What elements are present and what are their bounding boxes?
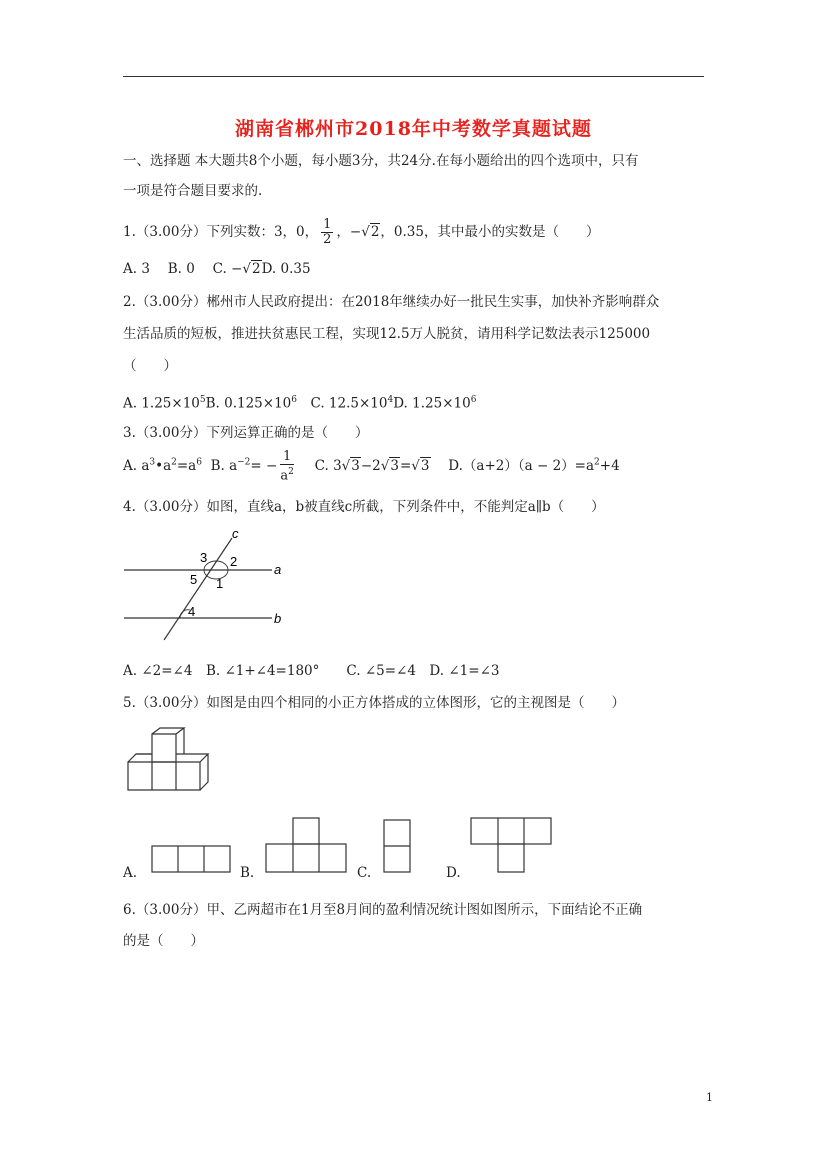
- q3-d-end: +4: [599, 458, 620, 475]
- q1-frac-num: 1: [323, 217, 332, 232]
- q6-line1: 6.（3.00分）甲、乙两超市在1月至8月间的盈利情况统计图如图所示，下面结论不正确: [123, 902, 643, 918]
- q1-suffix: ，0.35，其中最小的实数是（ ）: [380, 224, 600, 240]
- q2-options: [123, 391, 476, 413]
- label-angle-1: 1: [216, 576, 224, 591]
- q3-c-mid: −2: [360, 458, 381, 475]
- q1-option-a: A. 3: [123, 261, 150, 277]
- q3-c-pre: C. 3: [314, 458, 342, 475]
- label-angle-2: 2: [230, 554, 238, 569]
- q3-a-end: =a: [176, 458, 197, 475]
- bottom-row-depth: [128, 754, 208, 790]
- q3-c-rad3: √3: [411, 458, 430, 475]
- q2-option-d-exp: 6: [470, 395, 477, 405]
- q4-options: A. ∠2=∠4 B. ∠1+∠4=180° C. ∠5=∠4 D. ∠1=∠3: [123, 663, 500, 679]
- q3-b-den-exp: 2: [288, 467, 294, 477]
- q3-a-e1: 3: [149, 457, 156, 468]
- q1-sep: ，: [336, 224, 350, 240]
- label-angle-3: 3: [200, 550, 208, 565]
- q2-line3: （ ）: [123, 358, 177, 374]
- q3-c-eq: =: [399, 458, 412, 475]
- q3-c-rad1: √3: [341, 458, 360, 475]
- q2-line1: 2.（3.00分）郴州市人民政府提出：在2018年继续办好一批民生实事，加快补齐影响群众: [123, 294, 660, 310]
- bottom-row-front: [128, 762, 200, 790]
- q3-a-e2: 2: [171, 457, 177, 468]
- q2-option-d: D. 1.25×10: [393, 395, 471, 412]
- q5-text: 5.（3.00分）如图是由四个相同的小正方体搭成的立体图形，它的主视图是（ ）: [123, 695, 625, 711]
- q3-b-exp: −2: [237, 457, 251, 468]
- header-rule: [123, 76, 704, 77]
- q2-option-c-exp: 4: [387, 395, 394, 405]
- section-intro-line2: 一项是符合题目要求的.: [123, 183, 263, 199]
- q3-option-d: D.（a+2）（a − 2）=a: [448, 458, 595, 475]
- q3-b-den-base: a: [280, 468, 289, 484]
- top-cube: [152, 728, 184, 762]
- q1-radical: √2: [361, 224, 380, 240]
- q1-option-c: C. −: [212, 261, 243, 277]
- q2-option-c: C. 12.5×10: [310, 395, 388, 412]
- q1-neg: −: [349, 224, 362, 240]
- q3-options: [123, 450, 620, 483]
- page-number: 1: [706, 1091, 713, 1104]
- q3-b-fraction: [280, 450, 294, 483]
- q6-line2: 的是（ ）: [123, 933, 204, 949]
- q3-b-den: [280, 465, 294, 483]
- q3-b-eq: = −: [250, 458, 278, 475]
- q5-option-c-label: C.: [357, 865, 372, 881]
- q3-d-exp: 2: [594, 457, 600, 468]
- q1-rad-val: 2: [370, 224, 380, 240]
- q3-text: 3.（3.00分）下列运算正确的是（ ）: [123, 425, 369, 441]
- label-angle-4: 4: [188, 604, 196, 619]
- q5-option-b-figure: [264, 816, 350, 874]
- q5-option-d-label: D.: [446, 865, 461, 881]
- q1-prefix: 1.（3.00分）下列实数：3，0，: [123, 224, 319, 240]
- q3-b-num: 1: [280, 450, 294, 465]
- q5-option-d-figure: [469, 816, 555, 874]
- q5-option-b-label: B.: [240, 865, 255, 881]
- q3-c-r1: 3: [351, 458, 360, 475]
- label-c: c: [232, 526, 239, 541]
- q3-c-r3: 3: [420, 458, 430, 475]
- q3-a-pre: A. a: [123, 458, 150, 475]
- q1-option-d: D. 0.35: [261, 261, 311, 277]
- section-intro-line1: 一、选择题 本大题共8个小题，每小题3分，共24分.在每小题给出的四个选项中，只有: [123, 153, 639, 169]
- q1-fraction: [321, 218, 333, 247]
- question-1: [123, 218, 599, 247]
- q3-b-pre: B. a: [210, 458, 238, 475]
- q2-option-a-exp: 5: [199, 395, 206, 405]
- label-a: a: [274, 562, 282, 577]
- q5-option-c-figure: [382, 818, 414, 874]
- q5-option-a-figure: [150, 844, 234, 874]
- cubes-3d-figure: [126, 726, 216, 792]
- q2-option-b: B. 0.125×10: [205, 395, 292, 412]
- q2-option-a: A. 1.25×10: [123, 395, 200, 412]
- page-title: 湖南省郴州市2018年中考数学真题试题: [235, 118, 592, 140]
- q1-frac-den: 2: [323, 232, 332, 247]
- q1-option-c-rad: 2: [251, 261, 261, 277]
- q1-options: [123, 260, 311, 278]
- label-b: b: [274, 611, 282, 626]
- label-angle-5: 5: [190, 572, 198, 587]
- q2-option-b-exp: 6: [291, 395, 297, 405]
- parallel-lines-figure: [120, 526, 290, 644]
- q3-c-r2: 3: [390, 458, 399, 475]
- q4-text: 4.（3.00分）如图，直线a，b被直线c所截，下列条件中，不能判定a∥b（ ）: [123, 499, 605, 515]
- q1-option-b: B. 0: [167, 261, 195, 277]
- q2-line2: 生活品质的短板，推进扶贫惠民工程，实现12.5万人脱贫，请用科学记数法表示125000: [123, 326, 651, 342]
- q3-a-e3: 6: [196, 457, 202, 468]
- q3-c-rad2: √3: [380, 458, 399, 475]
- q3-a-mid: •a: [155, 458, 172, 475]
- q1-option-c-radical: √2: [242, 261, 261, 277]
- q5-option-a-label: A.: [123, 865, 138, 881]
